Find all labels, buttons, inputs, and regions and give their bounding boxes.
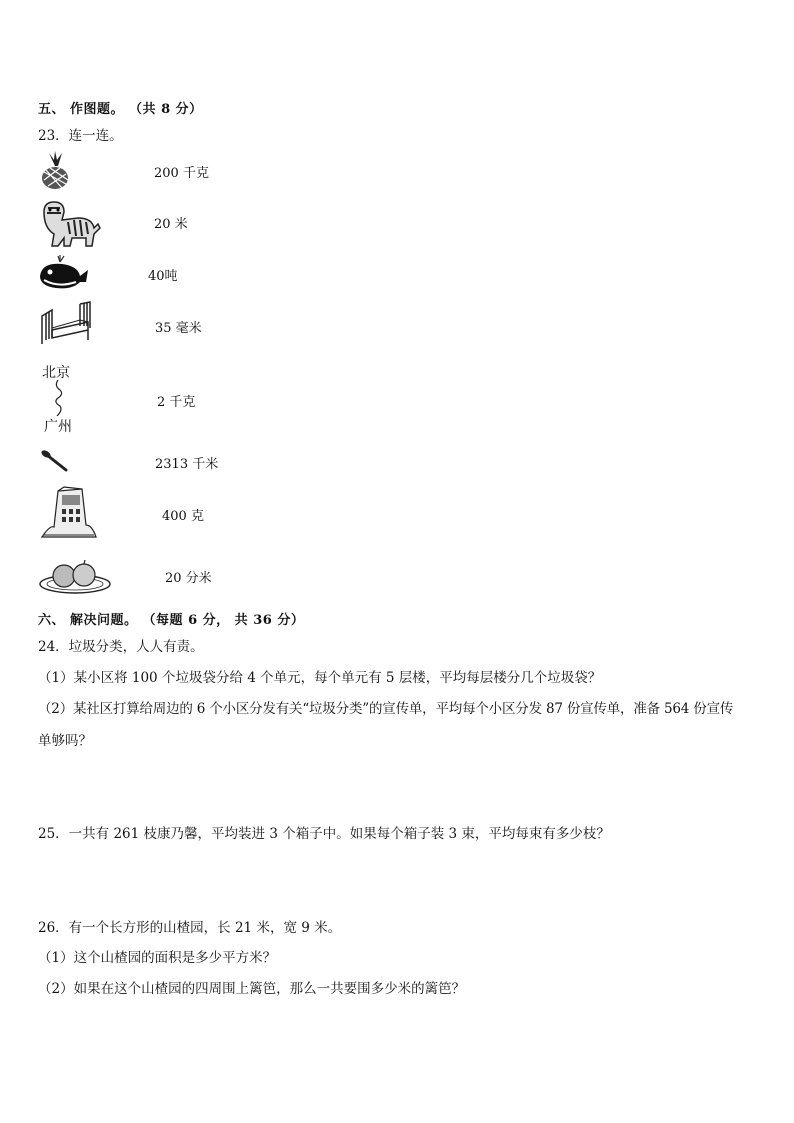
tiger-icon — [38, 198, 102, 248]
guangzhou-label: 广州 — [44, 419, 72, 435]
beijing-guangzhou-map-icon — [40, 360, 84, 434]
whale-icon — [36, 252, 90, 292]
question-26-sub1: （1）这个山楂园的面积是多少平方米？ — [38, 950, 277, 966]
measure-label: 35 毫米 — [155, 321, 202, 336]
question-24-sub1: （1）某小区将 100 个垃圾袋分给 4 个单元，每个单元有 5 层楼，平均每层楼分几个垃圾袋？ — [38, 670, 602, 686]
section-6-heading: 六、 解决问题。 （每题 6 分， 共 36 分） — [38, 613, 305, 628]
question-26-title: 26．有一个长方形的山楂园，长 21 米，宽 9 米。 — [38, 920, 342, 936]
measure-label: 20 分米 — [165, 571, 212, 586]
building-icon — [40, 485, 98, 539]
bed-icon — [38, 300, 94, 348]
measure-label: 40吨 — [148, 269, 178, 284]
question-23-title: 23．连一连。 — [38, 128, 123, 144]
question-24-sub2-cont: 单够吗？ — [38, 733, 92, 749]
oranges-plate-icon — [38, 556, 112, 596]
question-26-sub2: （2）如果在这个山楂园的四周围上篱笆，那么一共要围多少米的篱笆？ — [38, 981, 466, 997]
pineapple-icon — [38, 150, 72, 190]
section-5-heading: 五、 作图题。 （共 8 分） — [38, 102, 203, 117]
measure-label: 2 千克 — [157, 395, 196, 410]
measure-label: 400 克 — [162, 509, 204, 524]
nail-icon — [40, 448, 70, 474]
question-24-sub2: （2）某社区打算给周边的 6 个小区分发有关“垃圾分类”的宣传单，平均每个小区分发 87 份宣传单，准备 564 份宣传 — [38, 701, 734, 717]
beijing-label: 北京 — [42, 365, 70, 381]
measure-label: 2313 千米 — [155, 457, 219, 472]
question-25-title: 25．一共有 261 枝康乃馨，平均装进 3 个箱子中。如果每个箱子装 3 束，平均每束有多少枝？ — [38, 826, 610, 842]
question-24-title: 24．垃圾分类，人人有责。 — [38, 639, 204, 655]
measure-label: 20 米 — [154, 217, 188, 232]
measure-label: 200 千克 — [154, 166, 209, 181]
